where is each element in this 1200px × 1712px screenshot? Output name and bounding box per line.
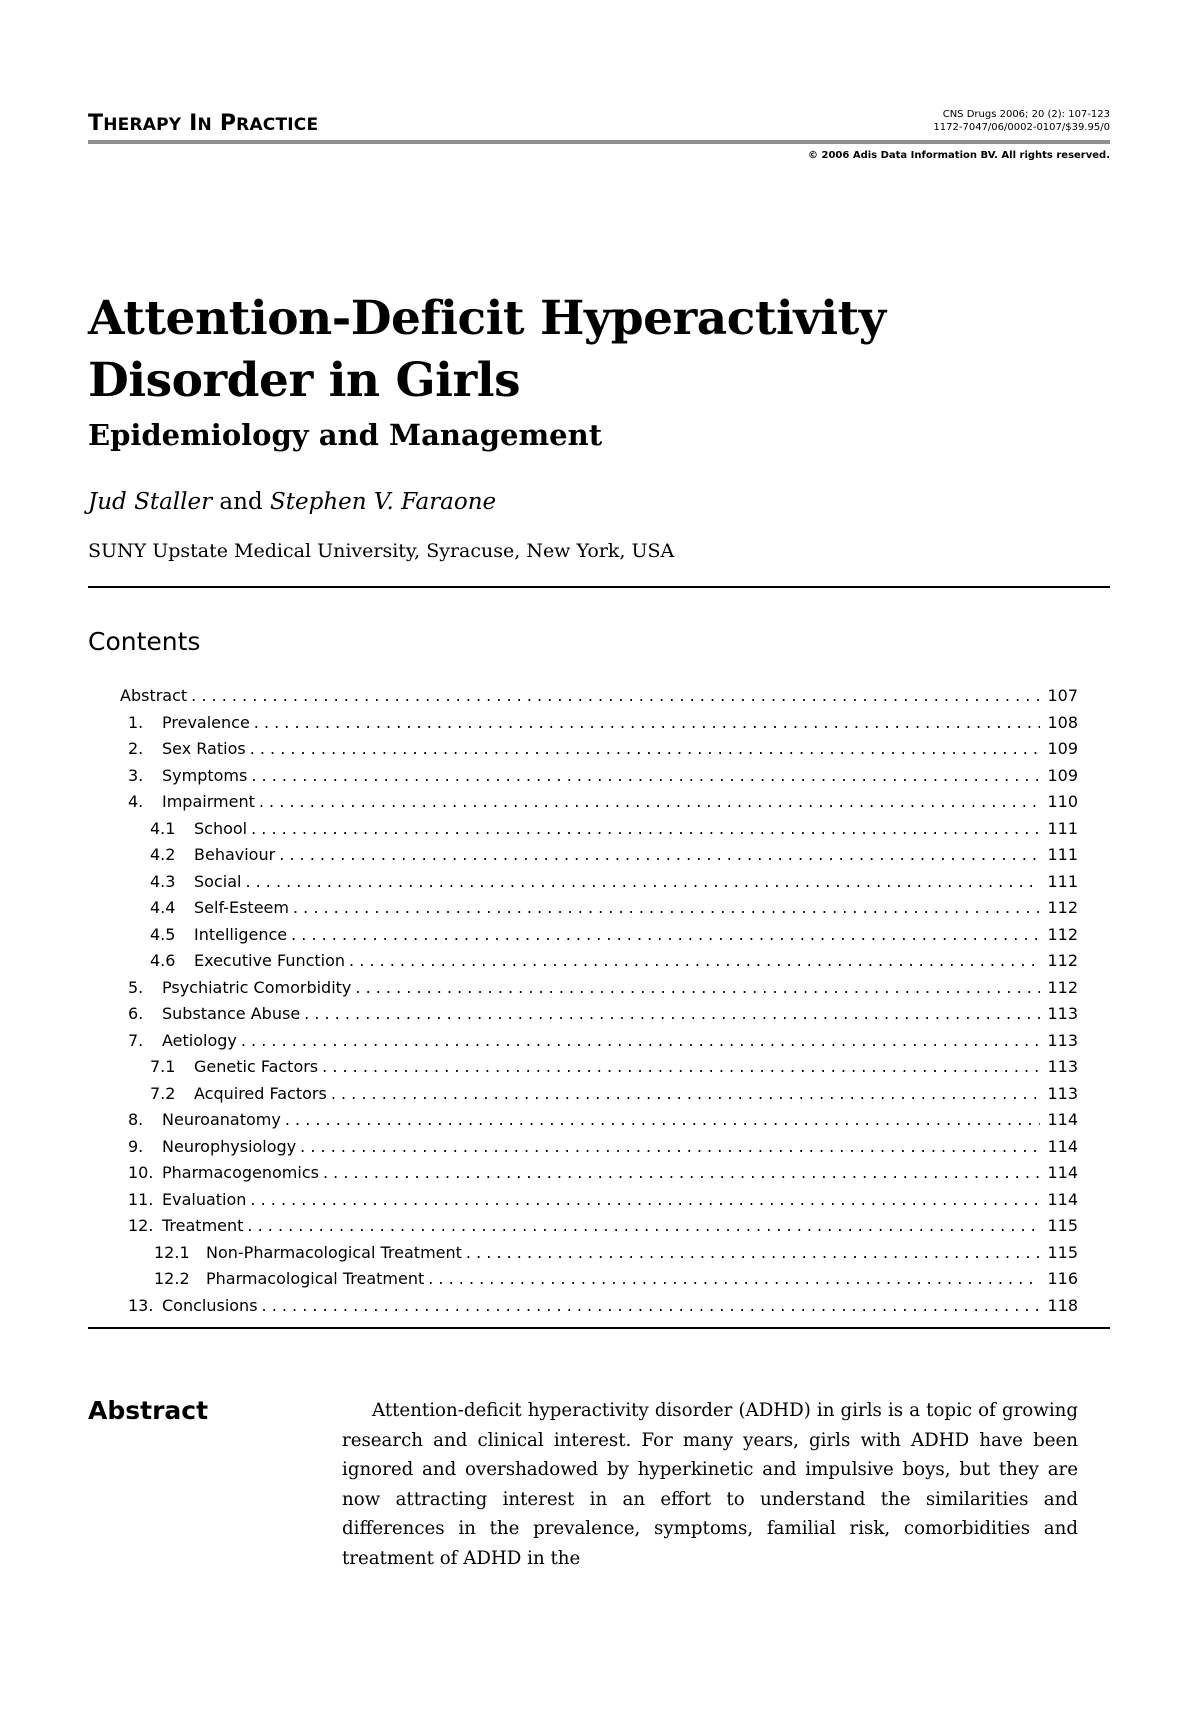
toc-entry-title: Self-Esteem — [194, 898, 289, 917]
toc-entry-page: 109 — [1047, 739, 1078, 758]
abstract-heading: Abstract — [88, 1396, 209, 1425]
toc-entry-page: 113 — [1047, 1004, 1078, 1023]
author-line — [88, 489, 496, 515]
citation-line-2: 1172-7047/06/0002-0107/$39.95/0 — [933, 122, 1110, 133]
toc-entry-page: 116 — [1047, 1269, 1078, 1288]
toc-entry[interactable] — [120, 869, 1078, 896]
toc-entry-number: 11. — [128, 1189, 154, 1209]
toc-dot-leader — [323, 1160, 1040, 1187]
toc-entry-title: School — [194, 818, 248, 838]
divider — [88, 1327, 1110, 1329]
contents-heading: Contents — [88, 627, 201, 656]
toc-entry-page: 114 — [1047, 1189, 1078, 1209]
toc-entry-page: 109 — [1047, 765, 1078, 785]
toc-entry-number: 5. — [128, 977, 144, 997]
toc-entry-title: Psychiatric Comorbidity — [162, 977, 352, 997]
toc-entry[interactable] — [120, 1240, 1078, 1267]
toc-entry-page: 112 — [1047, 977, 1078, 997]
section-tag-initial-2: I — [189, 111, 198, 136]
toc-dot-leader — [245, 869, 1040, 896]
toc-entry-page: 108 — [1047, 712, 1078, 732]
toc-dot-leader — [322, 1054, 1040, 1081]
toc-entry[interactable] — [120, 1134, 1078, 1161]
journal-citation — [933, 108, 1110, 134]
toc-entry[interactable] — [120, 922, 1078, 949]
toc-entry-title: Pharmacogenomics — [162, 1163, 319, 1182]
toc-entry-title: Conclusions — [162, 1295, 258, 1315]
toc-entry-page: 118 — [1047, 1295, 1078, 1315]
toc-entry-number: 4.2 — [150, 845, 176, 864]
toc-entry-title: Substance Abuse — [162, 1004, 301, 1023]
toc-entry-title: Prevalence — [162, 712, 250, 732]
toc-entry-title: Acquired Factors — [194, 1083, 327, 1103]
toc-entry-page: 111 — [1047, 818, 1078, 838]
toc-entry-number: 8. — [128, 1110, 144, 1129]
toc-entry-title: Neuroanatomy — [162, 1110, 281, 1129]
toc-entry[interactable] — [120, 1081, 1078, 1108]
toc-entry-page: 114 — [1047, 1136, 1078, 1156]
toc-entry-number: 4.6 — [150, 951, 176, 970]
toc-entry-page: 111 — [1047, 845, 1078, 864]
toc-dot-leader — [250, 1187, 1040, 1214]
toc-entry-number: 4.5 — [150, 924, 176, 944]
citation-line-1: CNS Drugs 2006; 20 (2): 107-123 — [942, 109, 1110, 120]
abstract-text: Attention-deficit hyperactivity disorder (ADHD) in girls is a topic of growing research and clinical interest. For many years, girls with ADHD have been ignored and overshadowed by hyperkinetic and impulsive boys, but they are now attracting interest in an effort to understand the similarities and differences in the prevalence, symptoms, familial risk, comorbidities and treatment of ADHD in the — [342, 1400, 1078, 1569]
toc-entry-title: Pharmacological Treatment — [206, 1269, 425, 1288]
toc-dot-leader — [251, 816, 1040, 843]
author-name: Jud Staller — [88, 489, 213, 515]
toc-entry[interactable] — [120, 736, 1078, 763]
toc-dot-leader — [285, 1107, 1040, 1134]
toc-entry[interactable] — [120, 1213, 1078, 1240]
toc-entry[interactable] — [120, 895, 1078, 922]
toc-dot-leader — [428, 1266, 1040, 1293]
toc-entry-page: 114 — [1047, 1110, 1078, 1129]
toc-entry-number: 9. — [128, 1136, 144, 1156]
toc-entry-number: 4.4 — [150, 898, 176, 917]
toc-dot-leader — [304, 1001, 1040, 1028]
header-rule — [88, 140, 1110, 144]
toc-dot-leader — [254, 710, 1040, 737]
section-tag-initial-1: T — [88, 111, 104, 136]
toc-entry[interactable] — [120, 1160, 1078, 1187]
toc-entry-number: 4.1 — [150, 818, 176, 838]
toc-dot-leader — [262, 1293, 1040, 1320]
toc-entry-title: Impairment — [162, 792, 255, 811]
toc-entry-number: 7. — [128, 1030, 144, 1050]
toc-entry-number: 7.1 — [150, 1057, 176, 1076]
divider — [88, 586, 1110, 588]
toc-entry[interactable] — [120, 948, 1078, 975]
toc-entry-title: Intelligence — [194, 924, 288, 944]
toc-entry-number: 12.1 — [154, 1242, 190, 1262]
toc-entry-page: 111 — [1047, 871, 1078, 891]
toc-entry-title: Social — [194, 871, 242, 891]
article-subtitle: Epidemiology and Management — [88, 418, 603, 452]
toc-dot-leader — [355, 975, 1040, 1002]
toc-entry[interactable] — [120, 1107, 1078, 1134]
toc-entry-number: 10. — [128, 1163, 154, 1182]
toc-dot-leader — [291, 922, 1040, 949]
toc-dot-leader — [247, 1213, 1040, 1240]
toc-entry[interactable] — [120, 789, 1078, 816]
toc-entry-page: 115 — [1047, 1242, 1078, 1262]
copyright-notice: © 2006 Adis Data Information BV. All rights reserved. — [808, 150, 1110, 161]
toc-entry-number: 4. — [128, 792, 144, 811]
article-title: Attention-Deficit Hyperactivity Disorder in Girls — [88, 291, 886, 408]
toc-dot-leader — [259, 789, 1040, 816]
toc-entry[interactable] — [120, 1293, 1078, 1320]
toc-entry-title: Sex Ratios — [162, 739, 246, 758]
toc-entry[interactable] — [120, 842, 1078, 869]
toc-entry-number: 6. — [128, 1004, 144, 1023]
toc-entry[interactable] — [120, 1001, 1078, 1028]
toc-entry-number: 2. — [128, 739, 144, 758]
toc-dot-leader — [279, 842, 1040, 869]
toc-entry[interactable] — [120, 816, 1078, 843]
toc-dot-leader — [300, 1134, 1040, 1161]
section-tag-initial-3: P — [219, 111, 237, 136]
toc-entry-title: Symptoms — [162, 765, 248, 785]
toc-entry-number: 4.3 — [150, 871, 176, 891]
toc-entry-number: 13. — [128, 1295, 154, 1315]
toc-dot-leader — [349, 948, 1040, 975]
toc-entry-page: 113 — [1047, 1057, 1078, 1076]
toc-dot-leader — [293, 895, 1040, 922]
toc-entry-number: 12.2 — [154, 1269, 190, 1288]
toc-entry-title: Executive Function — [194, 951, 346, 970]
toc-entry[interactable] — [120, 975, 1078, 1002]
toc-entry-page: 113 — [1047, 1030, 1078, 1050]
toc-entry-number: 7.2 — [150, 1083, 176, 1103]
toc-dot-leader — [466, 1240, 1040, 1267]
toc-entry-page: 110 — [1047, 792, 1078, 811]
toc-entry-page: 115 — [1047, 1216, 1078, 1235]
toc-entry[interactable] — [120, 683, 1078, 710]
toc-entry[interactable] — [120, 1187, 1078, 1214]
toc-dot-leader — [241, 1028, 1040, 1055]
affiliation: SUNY Upstate Medical University, Syracuse, New York, USA — [88, 540, 675, 562]
toc-dot-leader — [191, 683, 1040, 710]
toc-entry[interactable] — [120, 1266, 1078, 1293]
toc-entry-title: Neurophysiology — [162, 1136, 297, 1156]
toc-entry-title: Treatment — [162, 1216, 244, 1235]
toc-entry[interactable] — [120, 710, 1078, 737]
toc-entry-number: 1. — [128, 712, 144, 732]
toc-entry-title: Genetic Factors — [194, 1057, 319, 1076]
toc-entry[interactable] — [120, 1054, 1078, 1081]
toc-dot-leader — [331, 1081, 1040, 1108]
section-tag — [88, 111, 318, 136]
toc-entry-page: 114 — [1047, 1163, 1078, 1182]
section-tag-rest-1: HERAPY — [103, 115, 182, 135]
toc-entry-page: 113 — [1047, 1083, 1078, 1103]
toc-entry-title: Non-Pharmacological Treatment — [206, 1242, 462, 1262]
toc-entry-number: 12. — [128, 1216, 154, 1235]
toc-entry-page: 112 — [1047, 951, 1078, 970]
section-tag-rest-2: N — [197, 115, 212, 135]
toc-entry-title: Behaviour — [194, 845, 276, 864]
author-joiner: and — [212, 489, 270, 515]
toc-entry-page: 112 — [1047, 924, 1078, 944]
toc-entry-number: 3. — [128, 765, 144, 785]
toc-entry[interactable] — [120, 763, 1078, 790]
toc-entry-title: Evaluation — [162, 1189, 247, 1209]
toc-entry-page: 112 — [1047, 898, 1078, 917]
toc-entry-title: Abstract — [120, 686, 188, 705]
toc-entry[interactable] — [120, 1028, 1078, 1055]
toc-dot-leader — [250, 736, 1040, 763]
table-of-contents — [120, 683, 1078, 1319]
toc-dot-leader — [251, 763, 1040, 790]
toc-entry-page: 107 — [1047, 686, 1078, 705]
author-name: Stephen V. Faraone — [269, 489, 497, 515]
section-tag-rest-3: RACTICE — [236, 115, 319, 135]
toc-entry-title: Aetiology — [162, 1030, 237, 1050]
